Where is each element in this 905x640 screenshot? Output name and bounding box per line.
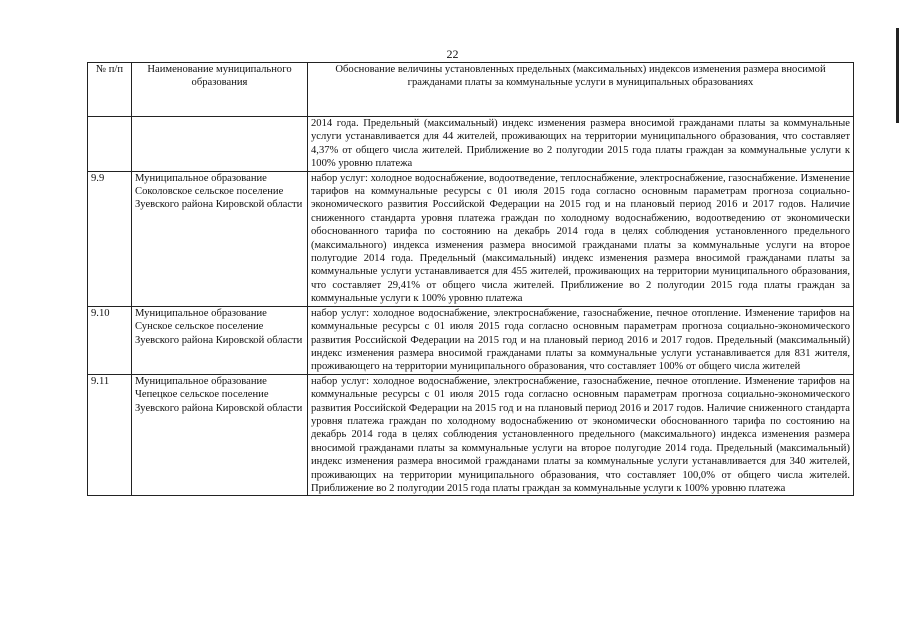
header-number: № п/п	[88, 63, 132, 117]
row-number: 9.10	[88, 306, 132, 374]
row-number: 9.11	[88, 374, 132, 496]
row-justification: 2014 года. Предельный (максимальный) индекс изменения размера вносимой гражданами платы за коммунальные услуги устанавливается для 44 жителей, проживающих на территории муниципального образования, что составляет 4,37% от общего числа жителей. Приближение во 2 полугодии 2015 года платы граждан за коммунальные услуги к 100% уровню платежа	[308, 117, 854, 172]
tariff-index-table	[87, 62, 854, 496]
table-header-row	[88, 63, 854, 117]
row-number	[88, 117, 132, 172]
header-justification: Обоснование величины установленных предельных (максимальных) индексов изменения размера вносимой гражданами платы за коммунальные услуги в муниципальных образованиях	[308, 63, 854, 117]
table-row	[88, 117, 854, 172]
page-number: 22	[446, 47, 459, 61]
row-number: 9.9	[88, 171, 132, 306]
header-municipality: Наименование муниципального образования	[132, 63, 308, 117]
table-row	[88, 306, 854, 374]
row-municipality: Муниципальное образование Соколовское сельское поселение Зуевского района Кировской области	[132, 171, 308, 306]
row-justification: набор услуг: холодное водоснабжение, электроснабжение, газоснабжение, печное отопление. Изменение тарифов на коммунальные ресурсы с 01 июля 2015 года согласно основным параметрам прогноза социально-экономического развития Российской Федерации на 2015 год и на плановый период 2016 и 2017 годов. Предельный (максимальный) индекс изменения размера вносимой гражданами платы за коммунальные услуги устанавливается для 831 жителя, проживающего на территории муниципального образования, что составляет 100% от общего числа жителей	[308, 306, 854, 374]
row-municipality: Муниципальное образование Сунское сельское поселение Зуевского района Кировской области	[132, 306, 308, 374]
row-justification: набор услуг: холодное водоснабжение, водоотведение, теплоснабжение, электроснабжение, газоснабжение. Изменение тарифов на коммунальные ресурсы с 01 июля 2015 года согласно основным параметрам прогноза социально-экономического развития Российской Федерации на 2015 год и на плановый период 2016 и 2017 годов. Наличие сниженного стандарта уровня платежа граждан по холодному водоснабжению, водоотведению от экономически обоснованного тарифа по состоянию на декабрь 2014 года в целях соблюдения установленного предельного (максимального) индекса изменения размера вносимой гражданами платы за коммунальные услуги на второе полугодие 2014 года. Предельный (максимальный) индекс изменения размера вносимой гражданами платы за коммунальные услуги устанавливается для 455 жителей, проживающих на территории муниципального образования, что составляет 29,41% от общего числа жителей. Приближение во 2 полугодии 2015 года платы граждан за коммунальные услуги к 100% уровню платежа	[308, 171, 854, 306]
row-municipality	[132, 117, 308, 172]
table-row	[88, 374, 854, 496]
row-justification: набор услуг: холодное водоснабжение, электроснабжение, газоснабжение, печное отопление. Изменение тарифов на коммунальные ресурсы с 01 июля 2015 года согласно основным параметрам прогноза социально-экономического развития Российской Федерации на 2015 год и на плановый период 2016 и 2017 годов. Наличие сниженного стандарта уровня платежа граждан по холодному водоснабжению от экономически обоснованного тарифа по состоянию на декабрь 2014 года в целях соблюдения установленного предельного (максимального) индекса изменения размера вносимой гражданами платы за коммунальные услуги на второе полугодие 2014 года. Предельный (максимальный) индекс изменения размера вносимой гражданами платы за коммунальные услуги устанавливается для 340 жителей, проживающих на территории муниципального образования, что составляет 100,0% от общего числа жителей. Приближение во 2 полугодии 2015 года платы граждан за коммунальные услуги к 100% уровню платежа	[308, 374, 854, 496]
table-row	[88, 171, 854, 306]
row-municipality: Муниципальное образование Чепецкое сельское поселение Зуевского района Кировской области	[132, 374, 308, 496]
page-edge-mark	[896, 28, 899, 123]
